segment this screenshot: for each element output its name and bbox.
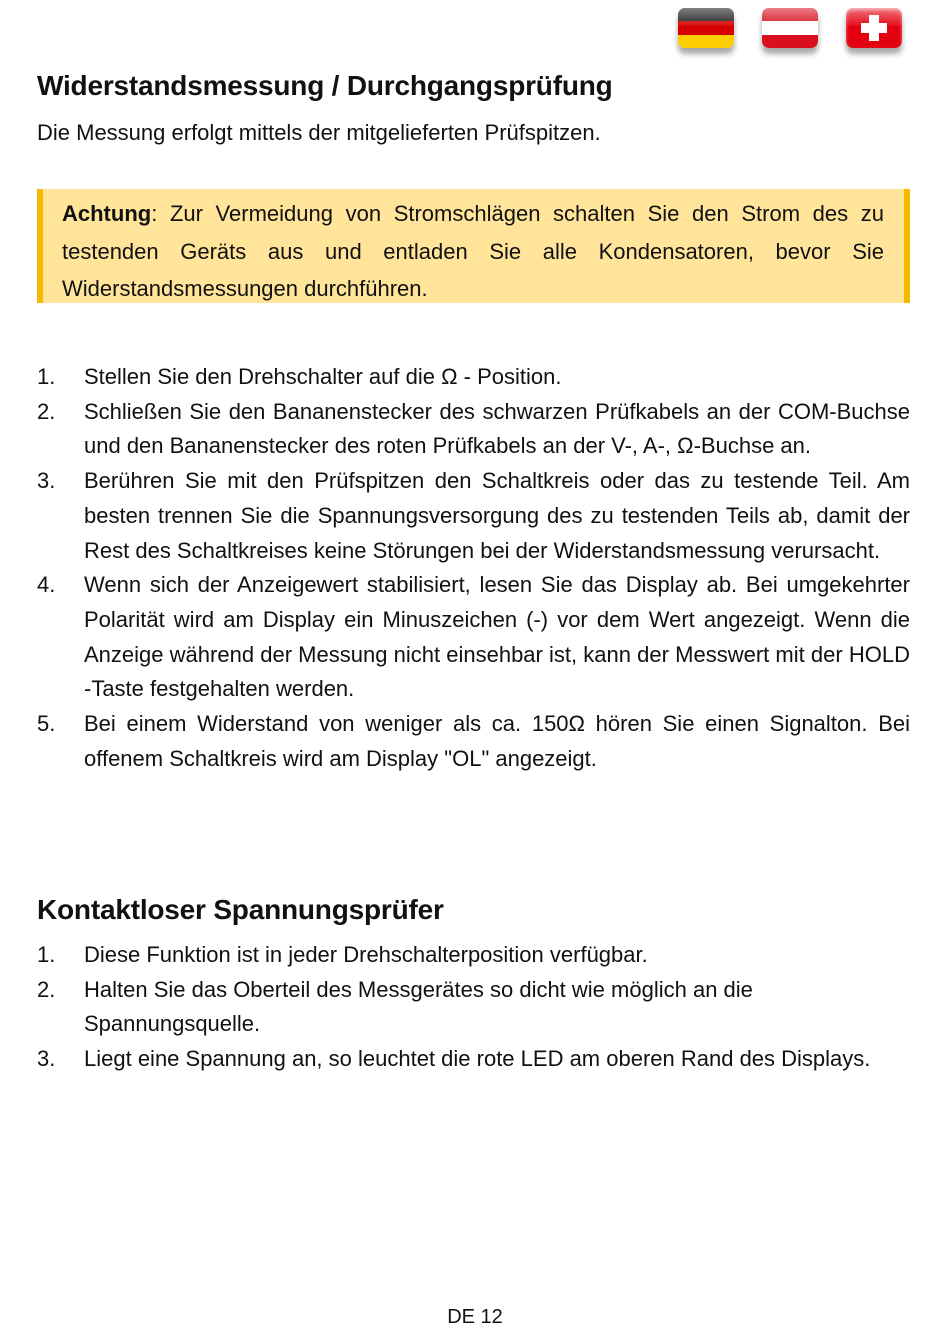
contactless-steps-list (37, 938, 910, 1077)
step-number: 1. (37, 364, 56, 389)
step-number: 4. (37, 572, 56, 598)
list-item (37, 973, 910, 1042)
list-item (37, 938, 910, 973)
step-number: 3. (37, 468, 56, 494)
intro-text: Die Messung erfolgt mittels der mitgelieferten Prüfspitzen. (37, 120, 601, 145)
list-item (37, 568, 910, 707)
page-number: DE 12 (447, 1306, 503, 1328)
warning-box (37, 189, 910, 303)
warning-text: : Zur Vermeidung von Stromschlägen schalten Sie den Strom des zu testenden Geräts aus und entladen Sie alle Kondensatoren, bevor Sie Widerstandsmessungen durchführen. (62, 201, 884, 301)
austria-flag-icon (762, 8, 818, 48)
list-item (37, 360, 910, 395)
step-text: Stellen Sie den Drehschalter auf die Ω - Position. (84, 364, 562, 389)
resistance-steps-list (37, 360, 910, 776)
step-number: 3. (37, 1046, 56, 1072)
step-text: Diese Funktion ist in jeder Drehschalterposition verfügbar. (84, 942, 648, 967)
warning-label: Achtung (62, 201, 152, 226)
language-flags (678, 8, 902, 48)
step-number: 2. (37, 976, 56, 1002)
list-item (37, 707, 910, 776)
step-number: 1. (37, 942, 56, 967)
list-item (37, 395, 910, 464)
step-text: Halten Sie das Oberteil des Messgerätes so dicht wie möglich an die Spannungsquelle. (84, 976, 753, 1037)
step-number: 5. (37, 711, 56, 737)
list-item (37, 464, 910, 568)
warning-paragraph (62, 195, 884, 308)
step-text: Schließen Sie den Bananenstecker des schwarzen Prüfkabels an der COM-Buchse und den Bananenstecker des roten Prüfkabels an der V-, A-, Ω-Buchse an. (84, 398, 910, 459)
section-title-contactless: Kontaktloser Spannungsprüfer (37, 894, 444, 925)
step-text: Liegt eine Spannung an, so leuchtet die rote LED am oberen Rand des Displays. (84, 1046, 871, 1072)
step-text: Wenn sich der Anzeigewert stabilisiert, lesen Sie das Display ab. Bei umgekehrter Polarität wird am Display ein Minuszeichen (-) vor dem Wert angezeigt. Wenn die Anzeige während der Messung nicht einsehbar ist, kann der Messwert mit der HOLD -Taste festgehalten werden. (84, 572, 910, 702)
step-number: 2. (37, 398, 56, 424)
germany-flag-icon (678, 8, 734, 48)
section-title-resistance: Widerstandsmessung / Durchgangsprüfung (37, 70, 613, 101)
list-item (37, 1042, 910, 1077)
step-text: Bei einem Widerstand von weniger als ca. 150Ω hören Sie einen Signalton. Bei offenem Schaltkreis wird am Display "OL" angezeigt. (84, 711, 910, 771)
switzerland-flag-icon (846, 8, 902, 48)
step-text: Berühren Sie mit den Prüfspitzen den Schaltkreis oder das zu testende Teil. Am besten trennen Sie die Spannungsversorgung des zu testenden Teils ab, damit der Rest des Schaltkreises keine Störungen bei der Widerstandsmessung verursacht. (84, 468, 910, 563)
